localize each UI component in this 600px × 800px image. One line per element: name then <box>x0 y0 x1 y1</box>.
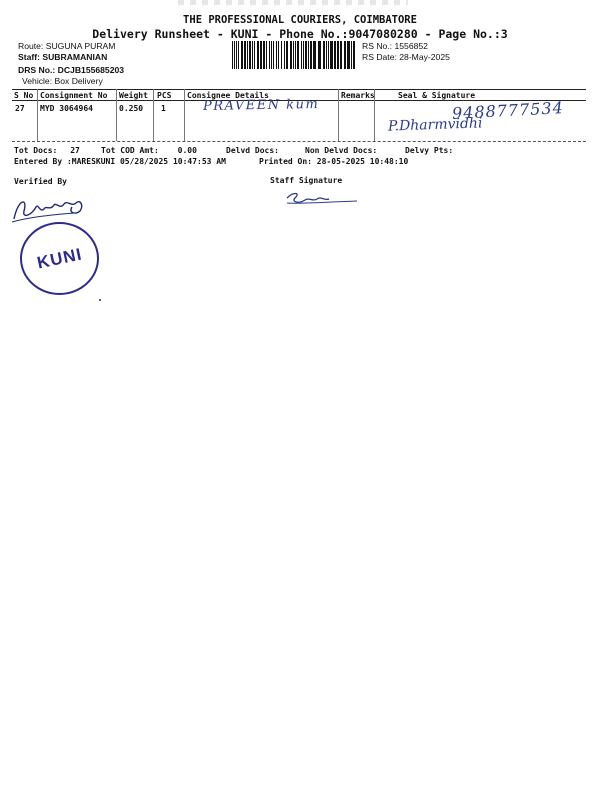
verified-by-label: Verified By <box>14 177 67 186</box>
tot-docs-value: 27 <box>70 146 80 155</box>
vehicle-row <box>22 76 103 86</box>
cell-weight: 0.250 <box>119 104 144 113</box>
col-divider <box>37 89 38 141</box>
route-label: Route: <box>18 41 44 51</box>
col-divider <box>338 89 339 141</box>
runsheet-title: Delivery Runsheet - KUNI - Phone No.:9047080280 - Page No.:3 <box>92 27 508 41</box>
entered-by: Entered By :MARESKUNI 05/28/2025 10:47:53 AM <box>14 157 226 166</box>
th-seal-signature: Seal & Signature <box>398 91 476 100</box>
kuni-stamp <box>20 222 99 295</box>
tot-cod-value: 0.00 <box>177 146 197 155</box>
table-bottom-rule <box>12 141 586 142</box>
rs-date-row <box>362 52 450 62</box>
staff-signature-label: Staff Signature <box>270 176 343 185</box>
cell-pcs: 1 <box>161 104 166 113</box>
delvy-pts-label: Delvy Pts: <box>405 146 454 155</box>
signature-phone: 9488777534 <box>451 98 565 123</box>
table-top-rule <box>12 89 586 90</box>
rs-no-value: 1556852 <box>394 41 428 51</box>
th-consignee-details: Consignee Details <box>187 91 269 100</box>
rs-date-label: RS Date: <box>362 52 397 62</box>
staff-value: SUBRAMANIAN <box>42 52 108 62</box>
col-divider <box>153 89 154 141</box>
th-s-no: S No <box>14 91 34 100</box>
rs-no-row <box>362 41 428 51</box>
cell-consignment-no: MYD 3064964 <box>40 104 93 113</box>
cell-consignee-handwritten: PRAVEEN kum <box>202 96 320 115</box>
th-pcs: PCS <box>157 91 172 100</box>
totals-row <box>14 146 80 155</box>
stamp-text: KUNI <box>35 243 84 273</box>
staff-signature <box>283 190 361 208</box>
non-delvd-docs-label: Non Delvd Docs: <box>305 146 378 155</box>
route-row <box>18 41 115 51</box>
drs-label: DRS No.: <box>18 65 56 75</box>
vehicle-label: Vehicle: <box>22 76 53 86</box>
rs-no-label: RS No.: <box>362 41 393 51</box>
th-remarks: Remarks <box>341 91 375 100</box>
tot-cod-row <box>101 146 197 155</box>
rs-date-value: 28-May-2025 <box>399 52 450 62</box>
barcode <box>231 41 356 69</box>
company-title: THE PROFESSIONAL COURIERS, COIMBATORE <box>183 14 417 26</box>
tot-cod-label: Tot COD Amt: <box>101 146 159 155</box>
speck <box>99 299 101 301</box>
tot-docs-label: Tot Docs: <box>14 146 58 155</box>
top-edge-mark <box>178 0 408 5</box>
drs-value: DCJB155685203 <box>57 65 125 75</box>
printed-on: Printed On: 28-05-2025 10:48:10 <box>259 157 409 166</box>
verified-signature <box>10 193 92 225</box>
signature-name: P.Dharmvidhi <box>387 115 483 135</box>
col-divider <box>116 89 117 141</box>
route-value: SUGUNA PURAM <box>45 41 116 51</box>
th-weight: Weight <box>119 91 148 100</box>
drs-row <box>18 65 124 75</box>
vehicle-value: Box Delivery <box>54 76 103 86</box>
staff-row <box>18 52 107 62</box>
th-consignment-no: Consignment No <box>40 91 108 100</box>
staff-label: Staff: <box>18 52 40 62</box>
delvd-docs-label: Delvd Docs: <box>226 146 279 155</box>
cell-s-no: 27 <box>15 104 25 113</box>
col-divider <box>184 89 185 141</box>
